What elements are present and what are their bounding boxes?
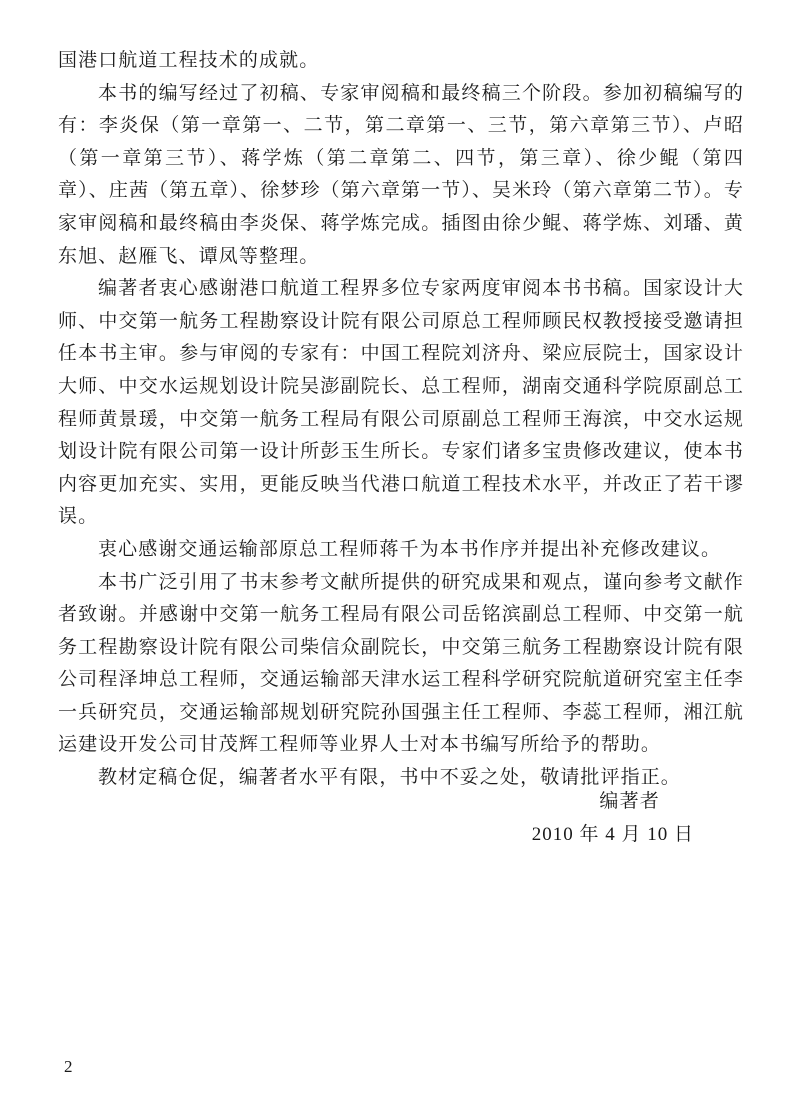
- paragraph-drafting-stages: 本书的编写经过了初稿、专家审阅稿和最终稿三个阶段。参加初稿编写的有：李炎保（第一章第一、二节，第二章第一、三节，第六章第三节）、卢昭（第一章第三节）、蒋学炼（第二章第二、四节，第三章）、徐少鲲（第四章）、庄茜（第五章）、徐梦珍（第六章第一节）、吴米玲（第六章第二节）。专家审阅稿和最终稿由李炎保、蒋学炼完成。插图由徐少鲲、蒋学炼、刘璠、黄东旭、赵雁飞、谭凤等整理。: [58, 81, 744, 267]
- paragraph-foreword-thanks: 衷心感谢交通运输部原总工程师蒋千为本书作序并提出补充修改建议。: [98, 537, 722, 560]
- paragraph-expert-review: 编著者衷心感谢港口航道工程界多位专家两度审阅本书书稿。国家设计大师、中交第一航务工程勘察设计院有限公司原总工程师顾民权教授接受邀请担任本书主审。参与审阅的专家有：中国工程院刘济舟、梁应辰院士，国家设计大师、中交水运规划设计院吴澎副院长、总工程师，湖南交通科学院原副总工程师黄景瑗，中交第一航务工程局有限公司原副总工程师王海滨，中交水运规划设计院有限公司第一设计所彭玉生所长。专家们诸多宝贵修改建议，使本书内容更加充实、实用，更能反映当代港口航道工程技术水平，并改正了若干谬误。: [58, 277, 744, 528]
- signature-date: 2010 年 4 月 10 日: [531, 824, 694, 845]
- paragraph-continuation: 国港口航道工程技术的成就。: [58, 49, 320, 71]
- author-signature: 编著者: [599, 790, 660, 812]
- paragraph-acknowledgements: 本书广泛引用了书末参考文献所提供的研究成果和观点，谨向参考文献作者致谢。并感谢中交第一航务工程局有限公司岳铭滨副总工程师、中交第一航务工程勘察设计院有限公司柴信众副院长，中交第三航务工程勘察设计院有限公司程泽坤总工程师，交通运输部天津水运工程科学研究院航道研究室主任李一兵研究员，交通运输部规划研究院孙国强主任工程师、李蕊工程师，湘江航运建设开发公司甘茂辉工程师等业界人士对本书编写所给予的帮助。: [58, 570, 744, 756]
- paragraph-closing: 教材定稿仓促，编著者水平有限，书中不妥之处，敬请批评指正。: [98, 766, 681, 789]
- preface-body: [58, 44, 744, 794]
- page-number: 2: [64, 1057, 73, 1076]
